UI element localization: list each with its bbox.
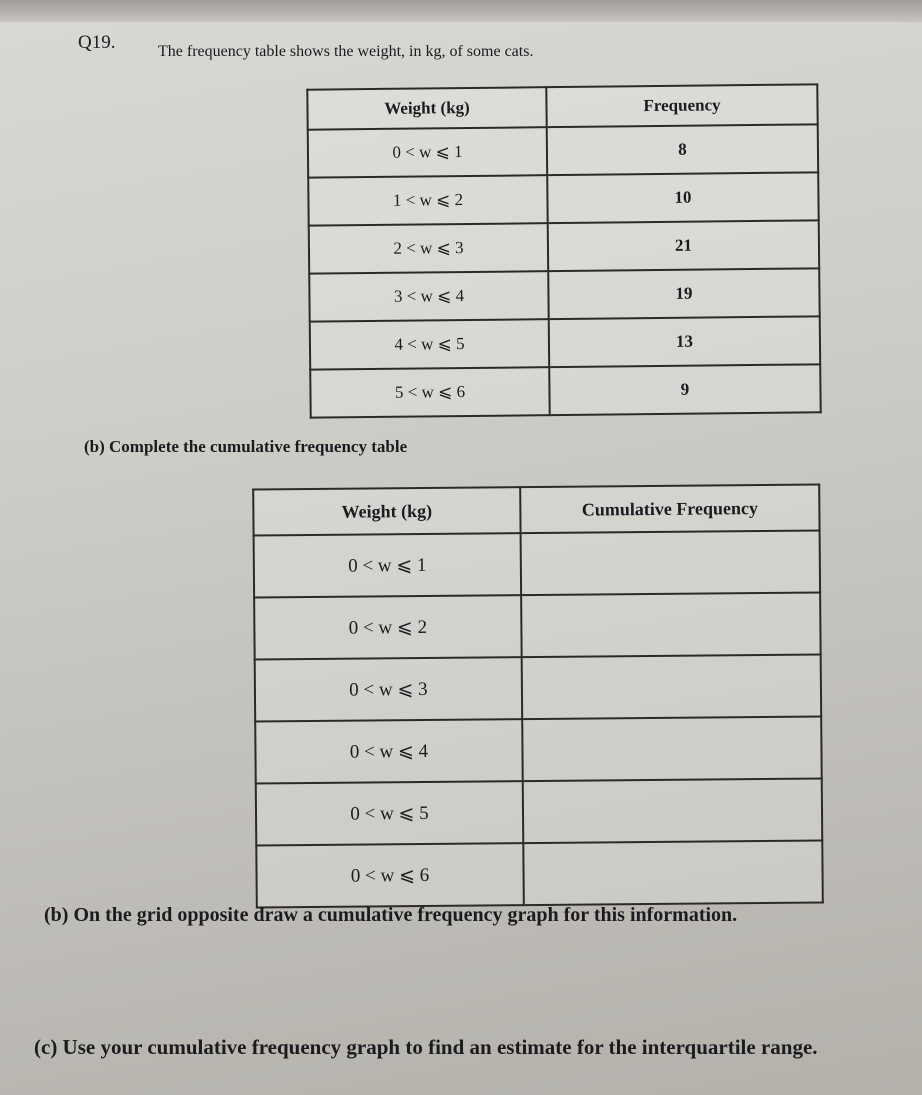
header-weight: Weight (kg): [253, 487, 520, 535]
cumulative-frequency-table: [252, 484, 824, 909]
frequency-cell: 13: [549, 316, 820, 367]
weight-cell: 4 < w ⩽ 5: [310, 319, 550, 370]
frequency-table: [306, 83, 821, 418]
cumulative-frequency-answer-cell[interactable]: [522, 655, 822, 720]
table-row: [254, 593, 821, 660]
part-b-draw-graph: (b) On the grid opposite draw a cumulative frequency graph for this information.: [44, 904, 738, 926]
weight-cell: 0 < w ⩽ 1: [308, 127, 548, 178]
cumulative-frequency-answer-cell[interactable]: [523, 841, 823, 906]
table-row: [255, 655, 822, 722]
part-b-complete-table: (b) Complete the cumulative frequency table: [84, 437, 408, 456]
weight-cell: 0 < w ⩽ 1: [254, 533, 521, 597]
weight-cell: 2 < w ⩽ 3: [309, 223, 549, 274]
weight-cell: 0 < w ⩽ 5: [256, 781, 523, 845]
cumulative-frequency-answer-cell[interactable]: [522, 717, 822, 782]
table-row: [310, 364, 820, 417]
frequency-cell: 19: [548, 268, 819, 319]
question-intro: The frequency table shows the weight, in kg, of some cats.: [158, 43, 534, 60]
weight-cell: 0 < w ⩽ 3: [255, 657, 522, 721]
table-row: [256, 779, 823, 846]
table-row: [310, 316, 820, 369]
weight-cell: 5 < w ⩽ 6: [310, 367, 550, 418]
cumulative-table-header: [253, 485, 819, 536]
weight-cell: 3 < w ⩽ 4: [309, 271, 549, 322]
header-cumulative-frequency: Cumulative Frequency: [520, 485, 819, 534]
weight-cell: 0 < w ⩽ 6: [256, 843, 523, 907]
table-row: [309, 268, 819, 321]
weight-cell: 1 < w ⩽ 2: [308, 175, 548, 226]
frequency-table-header: [307, 84, 817, 129]
header-weight: Weight (kg): [307, 87, 546, 130]
frequency-cell: 10: [547, 172, 818, 223]
part-c-interquartile-range: (c) Use your cumulative frequency graph to find an estimate for the interquartile range.: [34, 1035, 818, 1059]
table-row: [256, 841, 823, 908]
table-row: [255, 717, 822, 784]
table-row: [308, 172, 818, 225]
frequency-cell: 9: [549, 364, 820, 415]
page-edge: [0, 0, 922, 22]
cumulative-frequency-answer-cell[interactable]: [521, 593, 821, 658]
frequency-cell: 21: [548, 220, 819, 271]
weight-cell: 0 < w ⩽ 4: [255, 719, 522, 783]
table-row: [309, 220, 819, 273]
question-number: Q19.: [78, 32, 116, 53]
table-row: [308, 124, 818, 177]
frequency-cell: 8: [547, 124, 818, 175]
cumulative-frequency-answer-cell[interactable]: [523, 779, 823, 844]
weight-cell: 0 < w ⩽ 2: [254, 595, 521, 659]
table-row: [254, 531, 821, 598]
cumulative-frequency-answer-cell[interactable]: [521, 531, 821, 596]
header-frequency: Frequency: [546, 84, 817, 127]
